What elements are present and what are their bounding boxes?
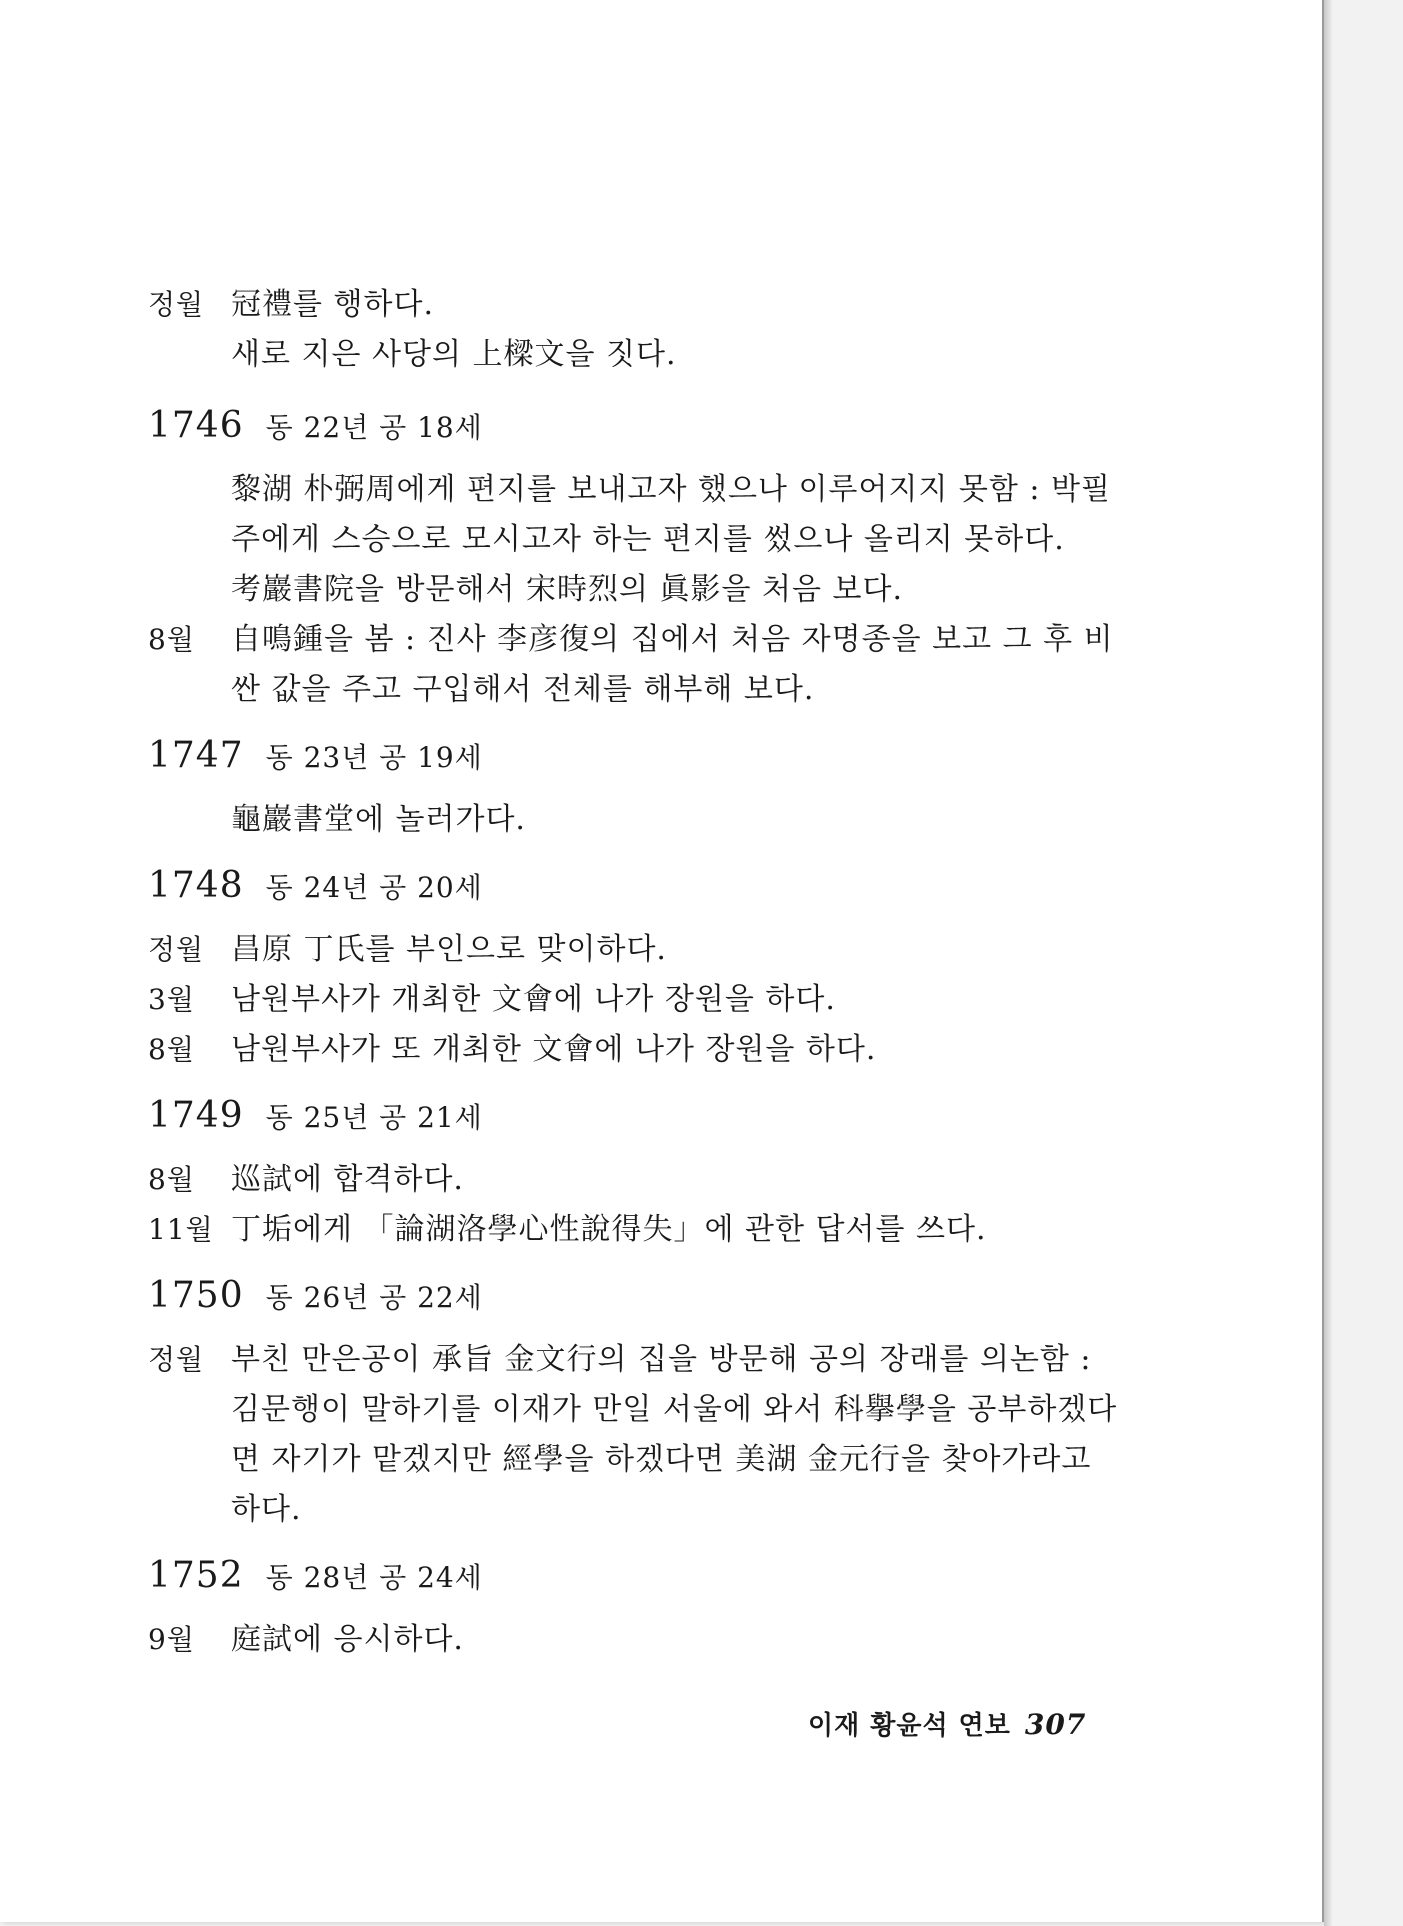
- year-detail: 동 24년 공 20세: [265, 871, 483, 904]
- month-label: 11월: [148, 1213, 214, 1246]
- year-number: 1748: [148, 865, 244, 906]
- year-number: 1749: [148, 1095, 244, 1136]
- entry-text: 巡試에 합격하다.: [231, 1162, 464, 1197]
- entry-text: 龜巖書堂에 놀러가다.: [231, 802, 526, 837]
- entry-text: 黎湖 朴弼周에게 편지를 보내고자 했으나 이루어지지 못함 : 박필: [231, 472, 1111, 507]
- entry-text: 새로 지은 사당의 上樑文을 짓다.: [231, 337, 677, 372]
- year-detail: 동 28년 공 24세: [265, 1561, 483, 1594]
- entry-text: 부친 만은공이 承旨 金文行의 집을 방문해 공의 장래를 의논함 :: [231, 1342, 1092, 1377]
- entry-text: 庭試에 응시하다.: [231, 1622, 464, 1657]
- month-label: 정월: [148, 933, 205, 966]
- month-label: 3월: [148, 983, 195, 1016]
- year-heading: [148, 1275, 483, 1319]
- entry-text: 考巖書院을 방문해서 宋時烈의 眞影을 처음 보다.: [231, 572, 903, 607]
- year-number: 1746: [148, 405, 244, 446]
- entry-text: 주에게 스승으로 모시고자 하는 편지를 썼으나 올리지 못하다.: [231, 522, 1065, 557]
- year-heading: [148, 735, 483, 779]
- entry-text: 하다.: [231, 1492, 302, 1527]
- entry-text: 自鳴鍾을 봄 : 진사 李彦復의 집에서 처음 자명종을 보고 그 후 비: [231, 622, 1114, 657]
- month-label: 정월: [148, 288, 205, 321]
- month-label: 정월: [148, 1343, 205, 1376]
- entry-text: 남원부사가 또 개최한 文會에 나가 장원을 하다.: [231, 1032, 877, 1067]
- entry-text: 면 자기가 맡겠지만 經學을 하겠다면 美湖 金元行을 찾아가라고: [231, 1442, 1092, 1477]
- entry-text: 싼 값을 주고 구입해서 전체를 해부해 보다.: [231, 672, 815, 707]
- entry-text: 김문행이 말하기를 이재가 만일 서울에 와서 科擧學을 공부하겠다: [231, 1392, 1118, 1427]
- year-heading: [148, 1555, 483, 1599]
- year-detail: 동 22년 공 18세: [265, 411, 483, 444]
- year-detail: 동 25년 공 21세: [265, 1101, 483, 1134]
- entry-text: 丁垢에게 「論湖洛學心性說得失」에 관한 답서를 쓰다.: [231, 1212, 987, 1247]
- page-number: 307: [1024, 1708, 1087, 1741]
- year-number: 1752: [148, 1555, 244, 1596]
- year-number: 1747: [148, 735, 244, 776]
- footer-title: 이재 황윤석 연보: [808, 1711, 1011, 1741]
- month-label: 8월: [148, 1033, 195, 1066]
- month-label: 9월: [148, 1623, 195, 1656]
- year-detail: 동 23년 공 19세: [265, 741, 483, 774]
- year-heading: [148, 865, 483, 909]
- running-footer: [808, 1705, 1086, 1742]
- month-label: 8월: [148, 1163, 195, 1196]
- entry-text: 남원부사가 개최한 文會에 나가 장원을 하다.: [231, 982, 836, 1017]
- year-heading: [148, 405, 483, 449]
- year-number: 1750: [148, 1275, 244, 1316]
- month-label: 8월: [148, 623, 195, 656]
- entry-text: 冠禮를 행하다.: [231, 287, 434, 322]
- year-heading: [148, 1095, 483, 1139]
- entry-text: 昌原 丁氏를 부인으로 맞이하다.: [231, 932, 667, 967]
- year-detail: 동 26년 공 22세: [265, 1281, 483, 1314]
- page-edge: [1324, 0, 1332, 1926]
